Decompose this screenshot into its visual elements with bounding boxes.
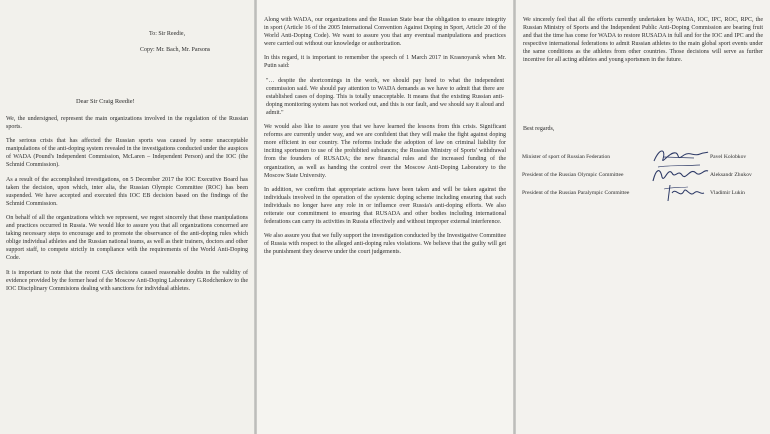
- paragraph: In addition, we confirm that appropriate actions have been taken and will be taken against the individuals involved in the operation of the systemic doping scheme including ensuring that such individuals no longer have any role in or influence over Russia's anti-doping efforts. We also reiterate our commitment to ensuring that RUSADA and other bodies including international federations can carry its activities in Russia effectively and without improper external interference.: [264, 186, 506, 226]
- letter-page-3: [516, 0, 770, 434]
- closing: Best regards,: [523, 126, 555, 132]
- paragraph: We also assure you that we fully support the investigation conducted by the Investigative Committee of Russia with respect to the alleged anti-doping rules violations. We believe that the guilty will get the punishment they deserve under the court judgements.: [264, 233, 506, 256]
- letter-page-1: [0, 0, 254, 434]
- salutation: Dear Sir Craig Reedie!: [76, 98, 135, 105]
- paragraph: We would also like to assure you that we have learned the lessons from this crisis. Significant reforms are currently under way, and we are confident that they will make the fight against doping more efficient in our country. The reforms include the adoption of law on criminal liability for inciting sportsmen to use of the prohibited substances; the Russian Ministry of Sports' withdrawal from the founders of RUSADA; the new financial rules and the increased funding of the organization, as well as handing the control over the Moscow Anti-Doping Laboratory to the Moscow State University.: [264, 124, 506, 179]
- paragraph: We, the undersigned, represent the main organizations involved in the regulation of the Russian sports.: [6, 116, 248, 131]
- recipient-line: To: Sir Reedie,: [149, 31, 186, 37]
- putin-quote: "… despite the shortcomings in the work, we should pay heed to what the independent commission said. We should pay attention to WADA demands as we have to admit that there are established cases of doping. This is totally unacceptable. It means that the existing Russian anti-doping monitoring system has not worked out, and this is our fault, and we should say it aloud and admit.": [266, 77, 504, 116]
- letter-body-page-3: [523, 16, 763, 65]
- paragraph: The serious crisis that has affected the Russian sports was caused by some unacceptable manipulations of the anti-doping system revealed in the investigations conducted under the auspices of WADA (Pound's Independent Commission, McLaren – Independent Person) and the IOC (the Schmid Commission).: [6, 138, 248, 169]
- signatory-title: President of the Russian Olympic Committee: [522, 172, 624, 178]
- paragraph: Along with WADA, our organizations and the Russian State bear the obligation to ensure integrity in sport (Article 16 of the 2005 International Convention Against Doping in Sport, Article 20 of the World Anti-Doping Code). We want to assure you that any eventual manipulations and practices were carried out without our knowledge or authorization.: [264, 17, 506, 48]
- page-divider: [514, 0, 515, 434]
- letter-page-2: [257, 0, 513, 434]
- paragraph: In this regard, it is important to remember the speech of 1 March 2017 in Krasnoyarsk when Mr. Putin said:: [264, 55, 506, 70]
- paragraph: On behalf of all the organizations which we represent, we regret sincerely that these manipulations and practices occurred in Russia. We would like to assure you that all organizations concerned are taking necessary steps to encourage and to promote the observance of the anti-doping rules which oblige individual athletes and the Russian national teams, as well as their trainers, doctors and other support staff, to compete strictly in compliance with the requirements of the World Anti-Doping Code.: [6, 214, 248, 262]
- signatory-title: President of the Russian Paralympic Committee: [522, 190, 630, 196]
- signatory-title: Minister of sport of Russian Federation: [522, 154, 611, 160]
- letter-body-page-2: [264, 16, 506, 256]
- signatory-name: Vladimir Lukin: [710, 190, 745, 196]
- paragraph: As a result of the accomplished investigations, on 5 December 2017 the IOC Executive Board has taken the decision, upon which, inter alia, the Russian Olympic Committee (ROC) has been suspended. We have accepted and executed this IOC EB decision based on the findings of the Schmid Commission.: [6, 176, 248, 207]
- signatory-name: Aleksandr Zhukov: [710, 172, 752, 178]
- letter-body-page-1: [6, 115, 248, 293]
- copy-line: Copy: Mr. Bach, Mr. Parsons: [140, 47, 211, 53]
- signatory-name: Pavel Kolobkov: [710, 154, 747, 160]
- page-divider: [255, 0, 256, 434]
- signature-lukin-icon: [650, 181, 710, 203]
- paragraph: It is important to note that the recent CAS decisions caused reasonable doubts in the validity of evidence provided by the former head of the Moscow Anti-Doping Laboratory G.Rodchenkov to the IOC Disciplinary Commisions dealing with sanctions for individual athletes.: [6, 269, 248, 292]
- paragraph: We sincerely feel that all the efforts currently undertaken by WADA, IOC, IPC, ROC, RPC, the Russian Ministry of Sports and the Independent Public Anti-Doping Commission are bearing fruit and that the time has come for WADA to restore RUSADA in full and for the IOC and IPC and the respective international federations to admit Russian athletes to the main global sport events under the same conditions as the athletes from other countries. Those decisions will serve as further incentive for all acting athletes and young sportsmen in the future.: [523, 17, 763, 64]
